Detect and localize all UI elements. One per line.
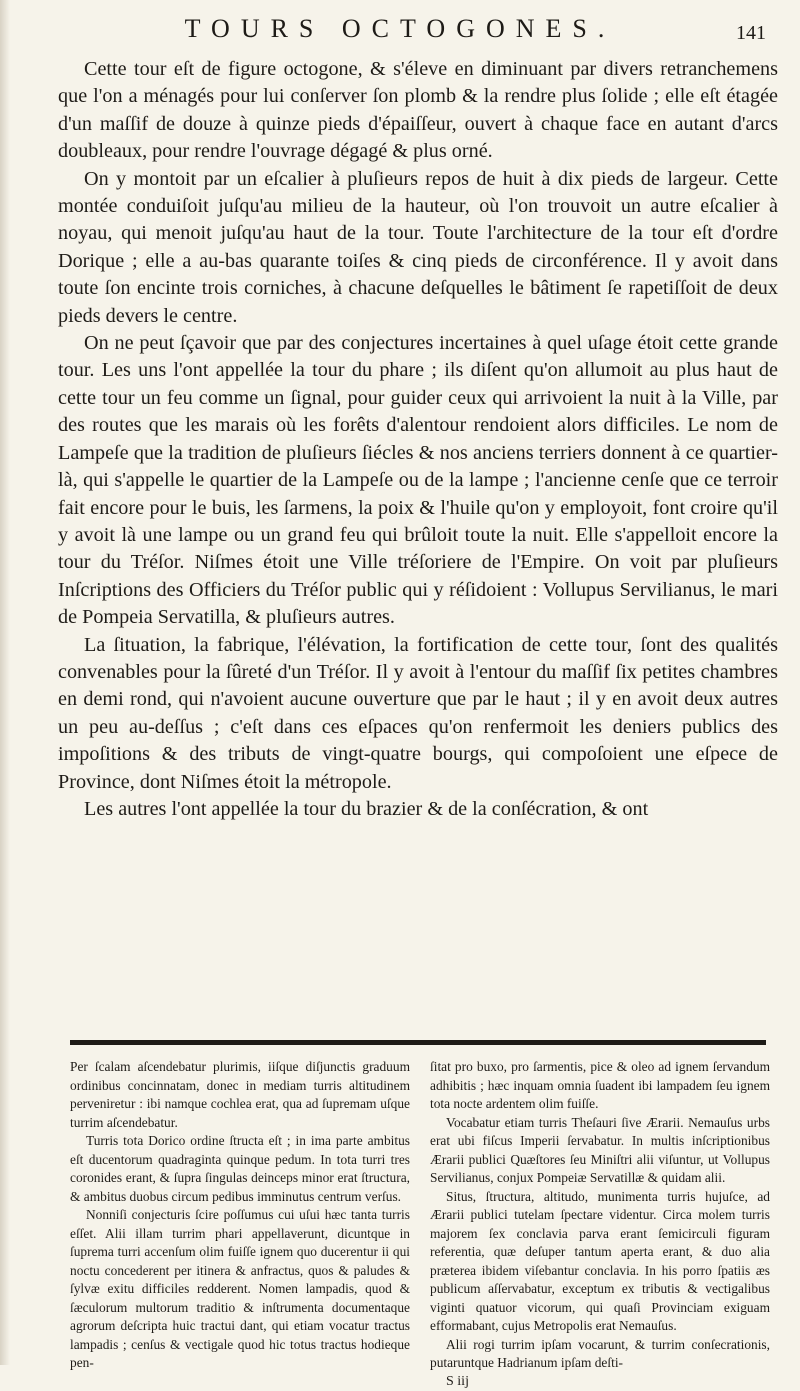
- note-situs: Situs, ſtructura, altitudo, munimenta turris hujuſce, ad Ærarii publici tutelam ſpectare videntur. Circa molem turris majorem ſex conclavia parva erant ſemicirculi figuram referentia, quæ deſuper tantum aperta erant, & duo alia præterea ibidem viſebantur conclavia. In his porro ſpatiis æs publicum aſſervabatur, exceptum ex tributis & vectigalibus viginti quatuor vicorum, qui quaſi Provinciam exiguam efformabant, cujus Metropolis erat Nemauſus.: [430, 1188, 770, 1336]
- footnote-rule: [70, 1040, 766, 1045]
- notes-left-column: [70, 1058, 410, 1391]
- paragraph-tresor: La ſituation, la fabrique, l'élévation, la fortification de cette tour, ſont des qualités convenables pour la ſûreté d'un Tréſor. Il y avoit à l'entour du maſſif ſix petites chambres en demi rond, qui n'avoient aucune ouverture que par le haut ; il y en avoit deux autres un peu au-deſſus ; c'eſt dans ces eſpaces qu'on renfermoit les deniers publics des impoſitions & des tributs de vingt-quatre bourgs, qui compoſoient une eſpece de Province, dont Niſmes étoit la métropole.: [58, 632, 778, 796]
- paragraph-brazier: Les autres l'ont appellée la tour du brazier & de la conſécration, & ont: [58, 796, 778, 823]
- running-title: TOURS OCTOGONES.: [0, 14, 800, 44]
- note-scala: Per ſcalam aſcendebatur plurimis, iiſque diſjunctis graduum ordinibus concinnatam, donec in mediam turris altitudinem perveniretur : ibi namque cochlea erat, qua ad ſupremam uſque turrim aſcendebatur.: [70, 1058, 410, 1132]
- note-thesauri: Vocabatur etiam turris Theſauri ſive Ærarii. Nemauſus urbs erat ubi fiſcus Imperii ſervabatur. In multis inſcriptionibus Ærarii publici Quæſtores ſeu Miniſtri alii viſuntur, ut Vollupus Servilianus, conjux Pompeiæ Servatillæ & quidam alii.: [430, 1114, 770, 1188]
- running-head: [0, 14, 800, 54]
- signature-mark: S iij: [430, 1373, 770, 1391]
- note-dorico: Turris tota Dorico ordine ſtructa eſt ; in ima parte ambitus eſt ducentorum quadraginta quinque pedum. In tota turri tres coronides erant, & ſupra ſingulas deinceps minor erat ſtructura, & ambitus duobus circum pedibus imminutus centrum verſus.: [70, 1132, 410, 1206]
- paragraph-octogone: Cette tour eſt de figure octogone, & s'éleve en diminuant par divers retranchemens que l'on a ménagés pour lui conſerver ſon plomb & la rendre plus ſolide ; elle eſt étagée d'un maſſif de douze à quinze pieds d'épaiſſeur, ouvert à chaque face en autant d'arcs doubleaux, pour rendre l'ouvrage dégagé & plus orné.: [58, 56, 778, 166]
- note-sitat: ſitat pro buxo, pro ſarmentis, pice & oleo ad ignem ſervandum adhibitis ; hæc inquam omnia ſuadent ibi lampadem ſeu ignem tota nocte ardentem olim fuiſſe.: [430, 1058, 770, 1114]
- page-number: 141: [736, 22, 766, 45]
- note-conjecturis: Nonniſi conjecturis ſcire poſſumus cui uſui hæc tanta turris eſſet. Alii illam turrim phari appellaverunt, dicuntque in ſuprema turri accenſum olim fuiſſe ignem quo ducerentur ii qui noctu concederent per itinera & anfractus, quos & paludes & ſylvæ exitu difficiles redderent. Nomen lampadis, quod & ſæculorum multorum traditio & inſtrumenta documentaque agrorum deſcripta huic tractui dant, qui etiam vocatur tractus lampadis ; cenſus & vectigale quod hic totus tractus hodieque pen-: [70, 1206, 410, 1373]
- page-gutter-shadow: [0, 0, 10, 1365]
- notes-right-column: [430, 1058, 770, 1391]
- main-text: [58, 56, 778, 823]
- paragraph-phare: On ne peut ſçavoir que par des conjectures incertaines à quel uſage étoit cette grande tour. Les uns l'ont appellée la tour du phare ; ils diſent qu'on allumoit au plus haut de cette tour un feu comme un ſignal, pour guider ceux qui arrivoient la nuit à la Ville, par des routes que les marais où les forêts d'alentour rendoient alors difficiles. Le nom de Lampeſe que la tradition de pluſieurs ſiécles & nos anciens terriers donnent à ce quartier-là, qui s'appelle le quartier de la Lampeſe ou de la lampe ; l'ancienne cenſe que ce terroir fait encore pour le buis, les ſarmens, la poix & l'huile qu'on y employoit, font croire qu'il y avoit là une lampe ou un grand feu qui brûloit toute la nuit. Elle s'appelloit encore la tour du Tréſor. Niſmes étoit une Ville tréſoriere de l'Empire. On voit par pluſieurs Inſcriptions des Officiers du Tréſor public qui y réſidoient : Vollupus Servilianus, le mari de Pompeia Servatilla, & pluſieurs autres.: [58, 330, 778, 631]
- paragraph-escalier: On y montoit par un eſcalier à pluſieurs repos de huit à dix pieds de largeur. Cette montée conduiſoit juſqu'au milieu de la hauteur, où l'on trouvoit un autre eſcalier à noyau, qui menoit juſqu'au haut de la tour. Toute l'architecture de la tour eſt d'ordre Dorique ; elle a au-bas quarante toiſes & cinq pieds de circonférence. Il y avoit dans toute ſon encinte trois corniches, à chacune deſquelles le bâtiment ſe rapetiſſoit de deux pieds devers le centre.: [58, 166, 778, 330]
- latin-notes: [70, 1058, 770, 1391]
- note-rogi: Alii rogi turrim ipſam vocarunt, & turrim conſecrationis, putaruntque Hadrianum ipſam deſti-: [430, 1336, 770, 1373]
